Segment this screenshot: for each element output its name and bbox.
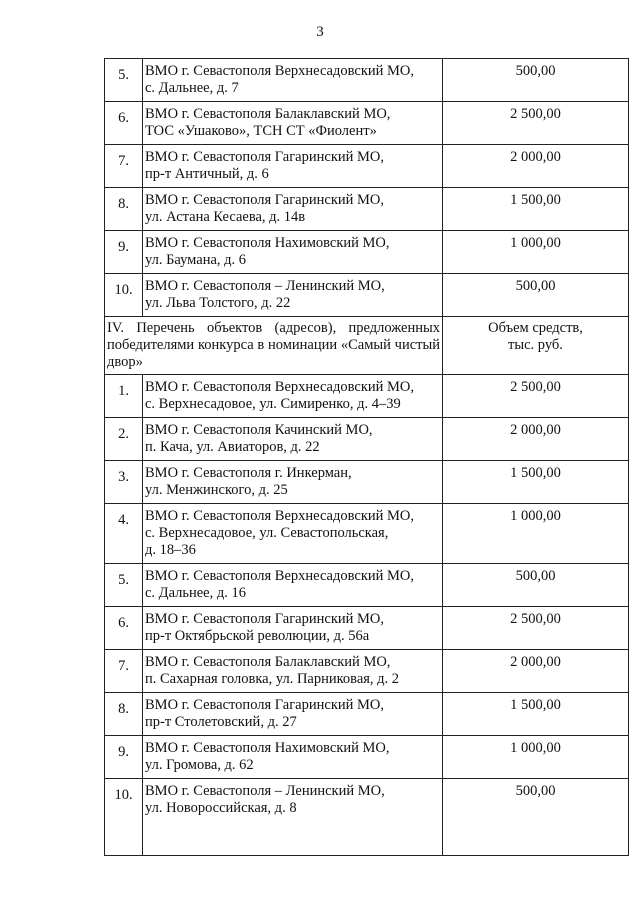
table-row — [105, 145, 629, 188]
address-line: ул. Астана Кесаева, д. 14в — [145, 209, 306, 225]
address-line: ВМО г. Севастополя Балаклавский МО, — [145, 654, 391, 670]
table-row — [105, 102, 629, 145]
address-line: ВМО г. Севастополя Гагаринский МО, — [145, 611, 385, 627]
address-line: п. Кача, ул. Авиаторов, д. 22 — [145, 439, 320, 455]
amount-cell: 2 000,00 — [443, 418, 629, 461]
amount-cell: 2 500,00 — [443, 607, 629, 650]
address-cell — [143, 231, 443, 274]
address-line: ул. Менжинского, д. 25 — [145, 482, 288, 498]
objects-table — [104, 58, 629, 856]
amount-cell: 2 500,00 — [443, 102, 629, 145]
table-row — [105, 375, 629, 418]
table-row — [105, 607, 629, 650]
section-title: IV. Перечень объектов (адресов), предложенных победителями конкурса в номинации «Самый чистый двор» — [105, 317, 443, 375]
address-line: ВМО г. Севастополя Балаклавский МО, — [145, 106, 391, 122]
address-line: д. 18–36 — [145, 542, 196, 558]
row-number: 5. — [105, 59, 143, 102]
address-cell — [143, 418, 443, 461]
address-line: ВМО г. Севастополя г. Инкерман, — [145, 465, 352, 481]
row-number: 7. — [105, 650, 143, 693]
row-number: 10. — [105, 274, 143, 317]
address-line: ул. Льва Толстого, д. 22 — [145, 295, 291, 311]
address-line: ВМО г. Севастополя Нахимовский МО, — [145, 740, 390, 756]
amount-cell: 1 500,00 — [443, 188, 629, 231]
table-row — [105, 231, 629, 274]
amount-header-line: Объем средств, — [488, 320, 583, 336]
address-line: пр-т Столетовский, д. 27 — [145, 714, 297, 730]
row-number: 1. — [105, 375, 143, 418]
address-cell — [143, 779, 443, 856]
address-line: ВМО г. Севастополя – Ленинский МО, — [145, 783, 385, 799]
address-line: ул. Новороссийская, д. 8 — [145, 800, 297, 816]
address-cell — [143, 188, 443, 231]
amount-cell: 500,00 — [443, 779, 629, 856]
page-number: 3 — [316, 24, 324, 40]
amount-header-line: тыс. руб. — [508, 337, 563, 353]
row-number: 4. — [105, 504, 143, 564]
amount-cell: 1 500,00 — [443, 461, 629, 504]
table-row — [105, 736, 629, 779]
address-line: ВМО г. Севастополя Гагаринский МО, — [145, 697, 385, 713]
table-row — [105, 504, 629, 564]
address-line: ВМО г. Севастополя Верхнесадовский МО, — [145, 508, 414, 524]
address-cell — [143, 504, 443, 564]
address-line: ВМО г. Севастополя Нахимовский МО, — [145, 235, 390, 251]
row-number: 2. — [105, 418, 143, 461]
row-number: 7. — [105, 145, 143, 188]
row-number: 8. — [105, 693, 143, 736]
table-row — [105, 188, 629, 231]
table-row — [105, 650, 629, 693]
amount-cell: 1 500,00 — [443, 693, 629, 736]
row-number: 6. — [105, 102, 143, 145]
amount-cell: 2 000,00 — [443, 145, 629, 188]
address-line: ВМО г. Севастополя Гагаринский МО, — [145, 149, 385, 165]
amount-cell: 500,00 — [443, 564, 629, 607]
address-line: с. Верхнесадовое, ул. Симиренко, д. 4–39 — [145, 396, 401, 412]
amount-cell: 2 500,00 — [443, 375, 629, 418]
row-number: 10. — [105, 779, 143, 856]
address-line: ВМО г. Севастополя Верхнесадовский МО, — [145, 568, 414, 584]
address-cell — [143, 736, 443, 779]
address-cell — [143, 375, 443, 418]
address-cell — [143, 607, 443, 650]
address-cell — [143, 59, 443, 102]
table-row — [105, 779, 629, 856]
amount-header — [443, 317, 629, 375]
table-row — [105, 693, 629, 736]
row-number: 9. — [105, 231, 143, 274]
table-row — [105, 461, 629, 504]
row-number: 8. — [105, 188, 143, 231]
address-cell — [143, 693, 443, 736]
row-number: 3. — [105, 461, 143, 504]
address-line: ул. Баумана, д. 6 — [145, 252, 247, 268]
address-line: ВМО г. Севастополя Качинский МО, — [145, 422, 373, 438]
address-line: ВМО г. Севастополя Верхнесадовский МО, — [145, 63, 414, 79]
table-row — [105, 564, 629, 607]
address-cell — [143, 650, 443, 693]
address-line: с. Дальнее, д. 16 — [145, 585, 246, 601]
amount-cell: 1 000,00 — [443, 504, 629, 564]
address-line: ВМО г. Севастополя Верхнесадовский МО, — [145, 379, 414, 395]
row-number: 5. — [105, 564, 143, 607]
address-cell — [143, 274, 443, 317]
address-cell — [143, 461, 443, 504]
address-cell — [143, 102, 443, 145]
section-header-row — [105, 317, 629, 375]
address-line: пр-т Античный, д. 6 — [145, 166, 269, 182]
address-line: ВМО г. Севастополя – Ленинский МО, — [145, 278, 385, 294]
amount-cell: 500,00 — [443, 274, 629, 317]
amount-cell: 1 000,00 — [443, 231, 629, 274]
address-line: с. Верхнесадовое, ул. Севастопольская, — [145, 525, 389, 541]
address-line: ВМО г. Севастополя Гагаринский МО, — [145, 192, 385, 208]
address-line: пр-т Октябрьской революции, д. 56а — [145, 628, 370, 644]
address-line: п. Сахарная головка, ул. Парниковая, д. 2 — [145, 671, 400, 687]
address-line: ул. Громова, д. 62 — [145, 757, 254, 773]
amount-cell: 2 000,00 — [443, 650, 629, 693]
amount-cell: 1 000,00 — [443, 736, 629, 779]
table-row — [105, 274, 629, 317]
amount-cell: 500,00 — [443, 59, 629, 102]
row-number: 9. — [105, 736, 143, 779]
address-cell — [143, 145, 443, 188]
address-line: с. Дальнее, д. 7 — [145, 80, 239, 96]
table-row — [105, 59, 629, 102]
row-number: 6. — [105, 607, 143, 650]
address-line: ТОС «Ушаково», ТСН СТ «Фиолент» — [145, 123, 377, 139]
address-cell — [143, 564, 443, 607]
table-row — [105, 418, 629, 461]
